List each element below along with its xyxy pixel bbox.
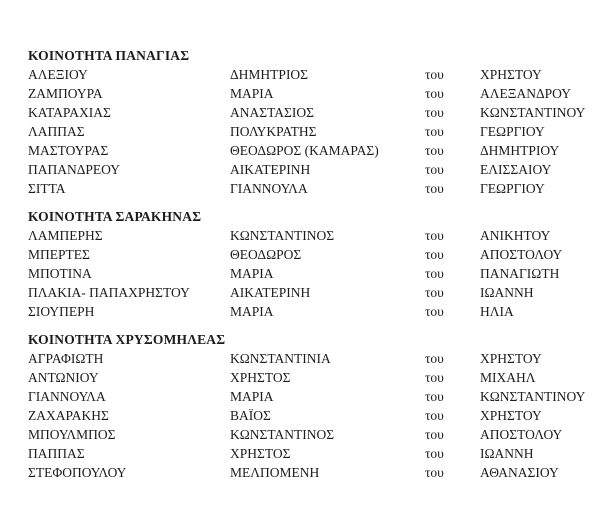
father-name-cell: ΠΑΝΑΓΙΩΤΗ — [480, 266, 560, 281]
section-rows — [28, 226, 580, 321]
name-row — [28, 425, 580, 444]
father-name-cell: ΓΕΩΡΓΙΟΥ — [480, 181, 545, 196]
surname-cell: ΖΑΧΑΡΑΚΗΣ — [28, 408, 109, 423]
father-name-cell: ΚΩΝΣΤΑΝΤΙΝΟΥ — [480, 105, 586, 120]
connector-cell: του — [425, 285, 444, 300]
surname-cell: ΠΑΠΑΝΔΡΕΟΥ — [28, 162, 121, 177]
connector-cell: του — [425, 408, 444, 423]
father-name-cell: ΑΘΑΝΑΣΙΟΥ — [480, 465, 559, 480]
name-row — [28, 349, 580, 368]
surname-cell: ΑΓΡΑΦΙΩΤΗ — [28, 351, 104, 366]
given-name-cell: ΚΩΝΣΤΑΝΤΙΝΙΑ — [230, 351, 331, 366]
surname-cell: ΑΛΕΞΙΟΥ — [28, 67, 88, 82]
father-name-cell: ΗΛΙΑ — [480, 304, 514, 319]
name-row — [28, 406, 580, 425]
father-name-cell: ΙΩΑΝΝΗ — [480, 446, 534, 461]
name-row — [28, 463, 580, 482]
father-name-cell: ΔΗΜΗΤΡΙΟΥ — [480, 143, 560, 158]
section-title: ΚΟΙΝΟΤΗΤΑ ΠΑΝΑΓΙΑΣ — [28, 48, 190, 63]
connector-cell: του — [425, 389, 444, 404]
section-rows — [28, 349, 586, 482]
surname-cell: ΠΛΑΚΙΑ- ΠΑΠΑΧΡΗΣΤΟΥ — [28, 285, 190, 300]
sections — [28, 46, 586, 482]
surname-cell: ΛΑΜΠΕΡΗΣ — [28, 228, 103, 243]
surname-cell: ΖΑΜΠΟΥΡΑ — [28, 86, 103, 101]
community-section — [28, 46, 586, 198]
name-row — [28, 264, 580, 283]
given-name-cell: ΠΟΛΥΚΡΑΤΗΣ — [230, 124, 317, 139]
name-row — [28, 103, 586, 122]
given-name-cell: ΧΡΗΣΤΟΣ — [230, 446, 291, 461]
surname-cell: ΛΑΠΠΑΣ — [28, 124, 85, 139]
connector-cell: του — [425, 124, 444, 139]
father-name-cell: ΕΛΙΣΣΑΙΟΥ — [480, 162, 552, 177]
connector-cell: του — [425, 228, 444, 243]
section-title: ΚΟΙΝΟΤΗΤΑ ΣΑΡΑΚΗΝΑΣ — [28, 209, 202, 224]
father-name-cell: ΑΠΟΣΤΟΛΟΥ — [480, 247, 563, 262]
surname-cell: ΜΑΣΤΟΥΡΑΣ — [28, 143, 109, 158]
given-name-cell: ΘΕΟΔΩΡΟΣ (ΚΑΜΑΡΑΣ) — [230, 143, 379, 158]
father-name-cell: ΙΩΑΝΝΗ — [480, 285, 534, 300]
given-name-cell: ΜΑΡΙΑ — [230, 304, 274, 319]
name-row — [28, 179, 580, 198]
name-row — [28, 65, 580, 84]
given-name-cell: ΜΑΡΙΑ — [230, 389, 274, 404]
name-row — [28, 84, 580, 103]
connector-cell: του — [425, 181, 444, 196]
surname-cell: ΣΙΟΥΠΕΡΗ — [28, 304, 95, 319]
name-row — [28, 141, 580, 160]
surname-cell: ΣΙΤΤΑ — [28, 181, 66, 196]
given-name-cell: ΚΩΝΣΤΑΝΤΙΝΟΣ — [230, 228, 335, 243]
father-name-cell: ΑΝΙΚΗΤΟΥ — [480, 228, 551, 243]
given-name-cell: ΓΙΑΝΝΟΥΛΑ — [230, 181, 308, 196]
surname-cell: ΑΝΤΩΝΙΟΥ — [28, 370, 99, 385]
surname-cell: ΠΑΠΠΑΣ — [28, 446, 85, 461]
father-name-cell: ΧΡΗΣΤΟΥ — [480, 408, 542, 423]
name-row — [28, 368, 580, 387]
given-name-cell: ΜΑΡΙΑ — [230, 266, 274, 281]
name-row — [28, 283, 580, 302]
connector-cell: του — [425, 446, 444, 461]
connector-cell: του — [425, 465, 444, 480]
surname-cell: ΜΠΟΤΙΝΑ — [28, 266, 92, 281]
name-row — [28, 444, 580, 463]
given-name-cell: ΚΩΝΣΤΑΝΤΙΝΟΣ — [230, 427, 335, 442]
connector-cell: του — [425, 351, 444, 366]
connector-cell: του — [425, 304, 444, 319]
name-row — [28, 160, 580, 179]
father-name-cell: ΑΛΕΞΑΝΔΡΟΥ — [480, 86, 571, 101]
given-name-cell: ΜΑΡΙΑ — [230, 86, 274, 101]
connector-cell: του — [425, 427, 444, 442]
father-name-cell: ΧΡΗΣΤΟΥ — [480, 351, 542, 366]
surname-cell: ΜΠΟΥΛΜΠΟΣ — [28, 427, 116, 442]
surname-cell: ΜΠΕΡΤΕΣ — [28, 247, 90, 262]
community-section — [28, 207, 580, 321]
name-row — [28, 226, 580, 245]
section-rows — [28, 65, 586, 198]
name-row — [28, 387, 586, 406]
given-name-cell: ΔΗΜΗΤΡΙΟΣ — [230, 67, 309, 82]
community-section — [28, 330, 586, 482]
given-name-cell: ΑΙΚΑΤΕΡΙΝΗ — [230, 162, 311, 177]
given-name-cell: ΧΡΗΣΤΟΣ — [230, 370, 291, 385]
connector-cell: του — [425, 67, 444, 82]
given-name-cell: ΑΝΑΣΤΑΣΙΟΣ — [230, 105, 314, 120]
father-name-cell: ΧΡΗΣΤΟΥ — [480, 67, 542, 82]
connector-cell: του — [425, 105, 444, 120]
connector-cell: του — [425, 143, 444, 158]
surname-cell: ΣΤΕΦΟΠΟΥΛΟΥ — [28, 465, 127, 480]
given-name-cell: ΒΑΪΟΣ — [230, 408, 271, 423]
section-title: ΚΟΙΝΟΤΗΤΑ ΧΡΥΣΟΜΗΛΕΑΣ — [28, 332, 226, 347]
given-name-cell: ΘΕΟΔΩΡΟΣ — [230, 247, 302, 262]
connector-cell: του — [425, 162, 444, 177]
name-row — [28, 122, 580, 141]
father-name-cell: ΜΙΧΑΗΛ — [480, 370, 536, 385]
surname-cell: ΚΑΤΑΡΑΧΙΑΣ — [28, 105, 111, 120]
father-name-cell: ΑΠΟΣΤΟΛΟΥ — [480, 427, 563, 442]
connector-cell: του — [425, 266, 444, 281]
connector-cell: του — [425, 247, 444, 262]
name-row — [28, 245, 580, 264]
given-name-cell: ΑΙΚΑΤΕΡΙΝΗ — [230, 285, 311, 300]
surname-cell: ΓΙΑΝΝΟΥΛΑ — [28, 389, 106, 404]
connector-cell: του — [425, 86, 444, 101]
given-name-cell: ΜΕΛΠΟΜΕΝΗ — [230, 465, 320, 480]
name-row — [28, 302, 580, 321]
father-name-cell: ΚΩΝΣΤΑΝΤΙΝΟΥ — [480, 389, 586, 404]
connector-cell: του — [425, 370, 444, 385]
father-name-cell: ΓΕΩΡΓΙΟΥ — [480, 124, 545, 139]
